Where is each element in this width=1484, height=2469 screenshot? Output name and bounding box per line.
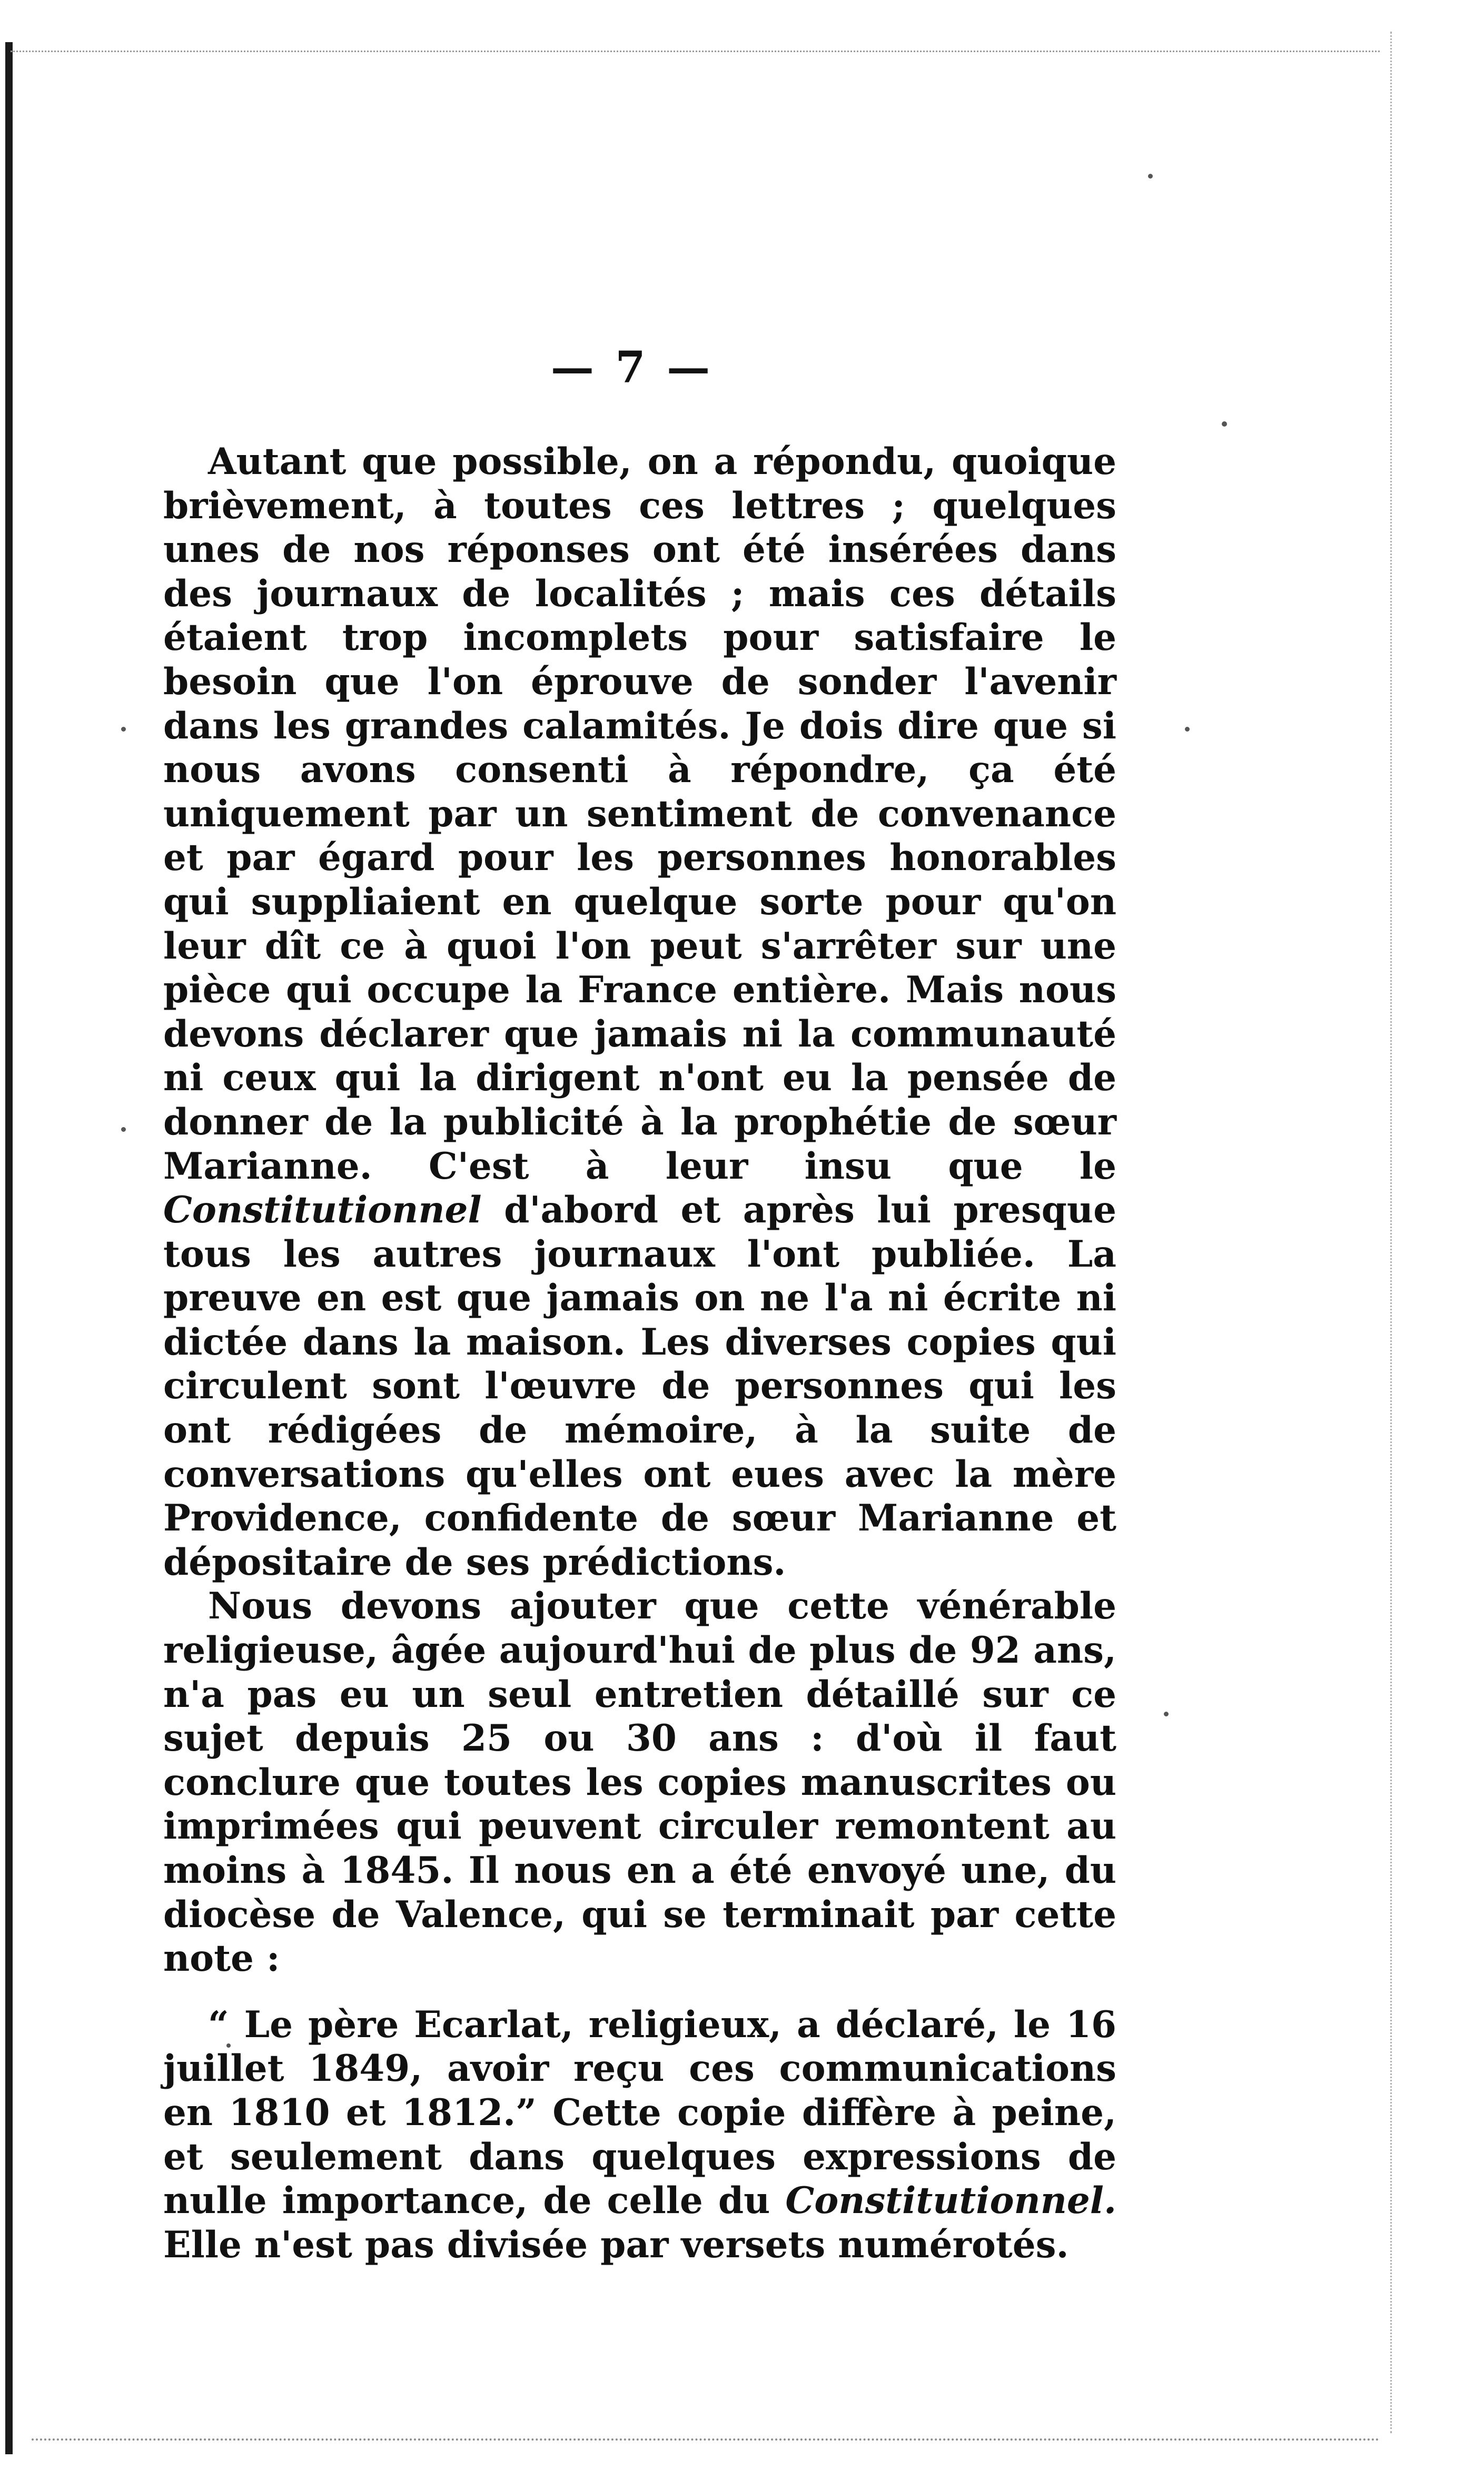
scan-speck	[1185, 727, 1190, 732]
quoted-note	[163, 2003, 1116, 2267]
newspaper-title: Constitutionnel	[163, 1189, 482, 1232]
scan-speck	[121, 1127, 126, 1132]
page-right-edge	[1390, 32, 1392, 2433]
paragraph-text: Autant que possible, on a répondu, quoique brièvement, à toutes ces lettres ; quelques unes de nos réponses ont été insérées dans des journaux de localités ; mais ces détails étaient trop incomplets pour satisfaire le besoin que l'on éprouve de sonder l'avenir dans les grandes calamités. Je dois dire que si nous avons consenti à répondre, ça été uniquement par un sentiment de convenance et par égard pour les personnes honorables qui suppliaient en quelque sorte pour qu'on leur dît ce à quoi l'on peut s'arrêter sur une pièce qui occupe la France entière. Mais nous devons déclarer que jamais ni la communauté ni ceux qui la dirigent n'ont eu la pensée de donner de la publicité à la prophétie de sœur Marianne. C'est à leur insu que le	[163, 440, 1116, 1188]
paragraph-text: Nous devons ajouter que cette vénérable religieuse, âgée aujourd'hui de plus de 92 ans, n'a pas eu un seul entretien détaillé sur ce sujet depuis 25 ou 30 ans : d'où il faut conclure que toutes les copies manuscrites ou imprimées qui peuvent circuler remontent au moins à 1845. Il nous en a été envoyé une, du diocèse de Valence, qui se terminait par cette note :	[163, 1585, 1116, 1980]
scan-speck	[1164, 1712, 1169, 1716]
scan-speck	[1148, 174, 1153, 179]
binding-edge	[5, 42, 13, 2454]
paragraph-text: Elle n'est pas divisée par versets numérotés.	[163, 2223, 1069, 2266]
newspaper-title: Constitutionnel.	[785, 2179, 1116, 2223]
page-bottom-edge	[32, 2438, 1380, 2441]
page-top-edge	[11, 51, 1380, 52]
paragraph-text: “ Le père Ecarlat, religieux, a déclaré, le 16 juillet 1849, avoir reçu ces communications en 1810 et 1812.” Cette copie diffère à peine, et seulement dans quelques expressions de nulle importance, de celle du	[163, 2003, 1116, 2223]
paragraph-text: d'abord et après lui presque tous les autres journaux l'ont publiée. La preuve en est que jamais on ne l'a ni écrite ni dictée dans la maison. Les diverses copies qui circulent sont l'œuvre de personnes qui les ont rédigées de mémoire, à la suite de conversations qu'elles ont eues avec la mère Providence, confidente de sœur Marianne et dépositaire de ses prédictions.	[163, 1189, 1116, 1584]
paragraph	[163, 440, 1116, 1584]
paragraph	[163, 1584, 1116, 1980]
page-number: — 7 —	[550, 342, 714, 393]
scan-speck	[1222, 421, 1227, 427]
body-text	[163, 440, 1116, 2267]
scan-speck	[121, 727, 126, 732]
